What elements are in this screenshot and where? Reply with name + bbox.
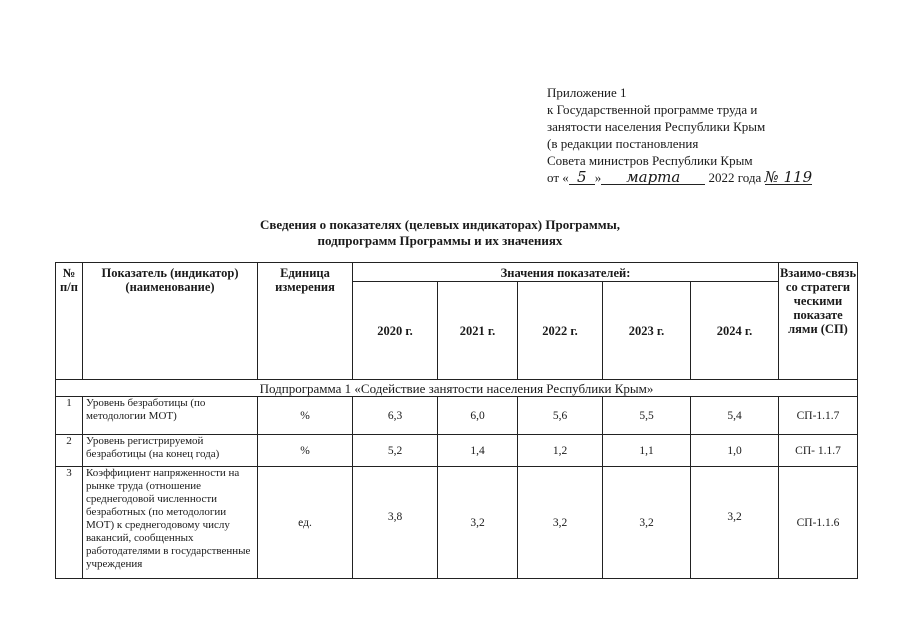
header-year: 2021 г. — [438, 282, 518, 380]
appendix-line: занятости населения Республики Крым — [547, 119, 766, 134]
header-indicator: Показатель (индикатор) (наименование) — [83, 263, 258, 380]
header-num: № п/п — [56, 263, 83, 380]
header-year: 2023 г. — [603, 282, 691, 380]
row-link: СП-1.1.7 — [779, 397, 858, 435]
row-value: 1,2 — [518, 435, 603, 467]
appendix-line: к Государственной программе труда и — [547, 102, 758, 117]
title-line-1: Сведения о показателях (целевых индикаторах) Программы, — [260, 217, 620, 232]
row-value: 3,2 — [603, 467, 691, 579]
header-values: Значения показателей: — [353, 263, 779, 282]
header-year: 2020 г. — [353, 282, 438, 380]
row-link: СП-1.1.6 — [779, 467, 858, 579]
row-value: 3,2 — [518, 467, 603, 579]
row-value: 3,8 — [353, 467, 438, 579]
row-value: 5,6 — [518, 397, 603, 435]
appendix-line: (в редакции постановления — [547, 136, 699, 151]
document-title — [150, 217, 730, 249]
date-prefix: от « — [547, 170, 569, 185]
handwritten-month: марта — [601, 170, 705, 185]
row-value: 3,2 — [438, 467, 518, 579]
row-value: 1,0 — [691, 435, 779, 467]
row-num: 1 — [56, 397, 83, 435]
subprogram-row: Подпрограмма 1 «Содействие занятости населения Республики Крым» — [56, 380, 858, 397]
row-value: 5,2 — [353, 435, 438, 467]
table-row — [56, 467, 858, 579]
row-value: 1,1 — [603, 435, 691, 467]
appendix-line: Совета министров Республики Крым — [547, 153, 753, 168]
row-value: 6,3 — [353, 397, 438, 435]
year-text: 2022 года — [708, 170, 762, 185]
appendix-date-line — [547, 169, 812, 186]
row-value: 1,4 — [438, 435, 518, 467]
appendix-block — [547, 84, 812, 186]
row-value: 3,2 — [691, 467, 779, 579]
header-link: Взаимо-связь со стратеги ческими показате лями (СП) — [779, 263, 858, 380]
row-value: 6,0 — [438, 397, 518, 435]
indicators-table — [55, 262, 858, 579]
header-unit: Единица измерения — [258, 263, 353, 380]
quote-close: » — [594, 170, 602, 185]
handwritten-number: № 119 — [764, 168, 813, 186]
row-value: 5,5 — [603, 397, 691, 435]
row-link: СП- 1.1.7 — [779, 435, 858, 467]
row-num: 3 — [56, 467, 83, 579]
row-indicator: Коэффициент напряженности на рынке труда (отношение среднегодовой численности безработных (по методологии МОТ) к среднегодовому числу вакансий, сообщенных работодателями в государственные учреждения — [83, 467, 258, 579]
table-row — [56, 435, 858, 467]
row-num: 2 — [56, 435, 83, 467]
title-line-2: подпрограмм Программы и их значениях — [317, 233, 563, 248]
handwritten-day: 5 — [569, 170, 595, 185]
header-year: 2022 г. — [518, 282, 603, 380]
appendix-line: Приложение 1 — [547, 85, 627, 100]
header-year: 2024 г. — [691, 282, 779, 380]
row-unit: % — [258, 435, 353, 467]
row-unit: % — [258, 397, 353, 435]
table-row — [56, 397, 858, 435]
row-indicator: Уровень безработицы (по методологии МОТ) — [83, 397, 258, 435]
row-unit: ед. — [258, 467, 353, 579]
row-value: 5,4 — [691, 397, 779, 435]
row-indicator: Уровень регистрируемой безработицы (на конец года) — [83, 435, 258, 467]
